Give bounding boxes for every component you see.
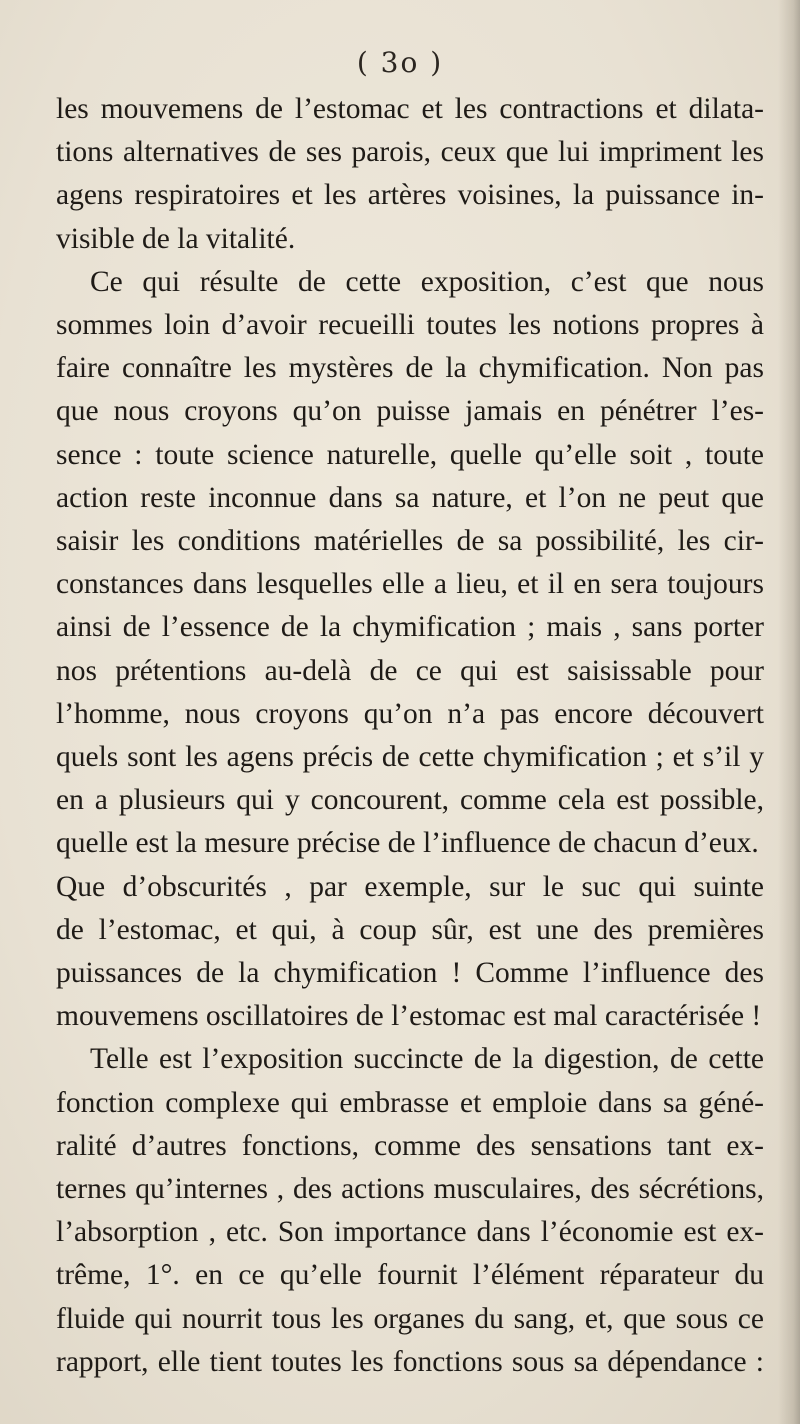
text-line: que nous croyons qu’on puisse jamais en pénétrer l’es- — [56, 395, 764, 428]
text-line: les mouvemens de l’estomac et les contractions et dilata- — [56, 93, 764, 125]
text-line: Que d’obscurités , par exemple, sur le suc qui suinte — [56, 870, 764, 903]
text-line: ternes qu’internes , des actions musculaires, des sécrétions, — [56, 1173, 764, 1206]
page-edge-shadow — [778, 0, 800, 1424]
text-line: action reste inconnue dans sa nature, et l’on ne peut que — [56, 481, 764, 514]
text-line: quels sont les agens précis de cette chymification ; et s’il y — [56, 741, 764, 774]
body-text — [56, 88, 764, 1384]
text-line: fonction complexe qui embrasse et emploie dans sa géné- — [56, 1086, 764, 1119]
text-line: ralité d’autres fonctions, comme des sensations tant ex- — [56, 1129, 764, 1162]
text-line: faire connaître les mystères de la chymification. Non pas — [56, 352, 764, 385]
text-line: tions alternatives de ses parois, ceux que lui impriment les — [56, 136, 764, 169]
text-line: puissances de la chymification ! Comme l’influence des — [56, 957, 764, 990]
text-line: sommes loin d’avoir recueilli toutes les notions propres à — [56, 309, 764, 342]
text-line: de l’estomac, et qui, à coup sûr, est une des premières — [56, 913, 764, 946]
text-line: quelle est la mesure précise de l’influence de chacun d’eux. — [56, 827, 759, 860]
text-line: sence : toute science naturelle, quelle qu’elle soit , toute — [56, 438, 764, 471]
text-line: trême, 1°. en ce qu’elle fournit l’élément réparateur du — [56, 1259, 764, 1292]
text-line: agens respiratoires et les artères voisines, la puissance in- — [56, 179, 764, 212]
text-line: en a plusieurs qui y concourent, comme cela est possible, — [56, 784, 764, 817]
text-line: mouvemens oscillatoires de l’estomac est mal caractérisée ! — [56, 1000, 762, 1033]
text-line: l’absorption , etc. Son importance dans l’économie est ex- — [56, 1216, 764, 1249]
text-line: rapport, elle tient toutes les fonctions sous sa dépendance : — [56, 1345, 764, 1378]
paragraph-start-line: Telle est l’exposition succincte de la digestion, de cette — [90, 1043, 764, 1076]
text-line: ainsi de l’essence de la chymification ; mais , sans porter — [56, 611, 764, 644]
text-line: fluide qui nourrit tous les organes du sang, et, que sous ce — [56, 1302, 764, 1335]
text-line: l’homme, nous croyons qu’on n’a pas encore découvert — [56, 697, 764, 730]
text-line: visible de la vitalité. — [56, 222, 296, 255]
paragraph-start-line: Ce qui résulte de cette exposition, c’est que nous — [90, 265, 764, 298]
text-line: nos prétentions au-delà de ce qui est saisissable pour — [56, 654, 764, 687]
text-line: constances dans lesquelles elle a lieu, et il en sera toujours — [56, 568, 764, 601]
page-number: ( 3o ) — [356, 46, 444, 79]
text-line: saisir les conditions matérielles de sa possibilité, les cir- — [56, 525, 764, 558]
